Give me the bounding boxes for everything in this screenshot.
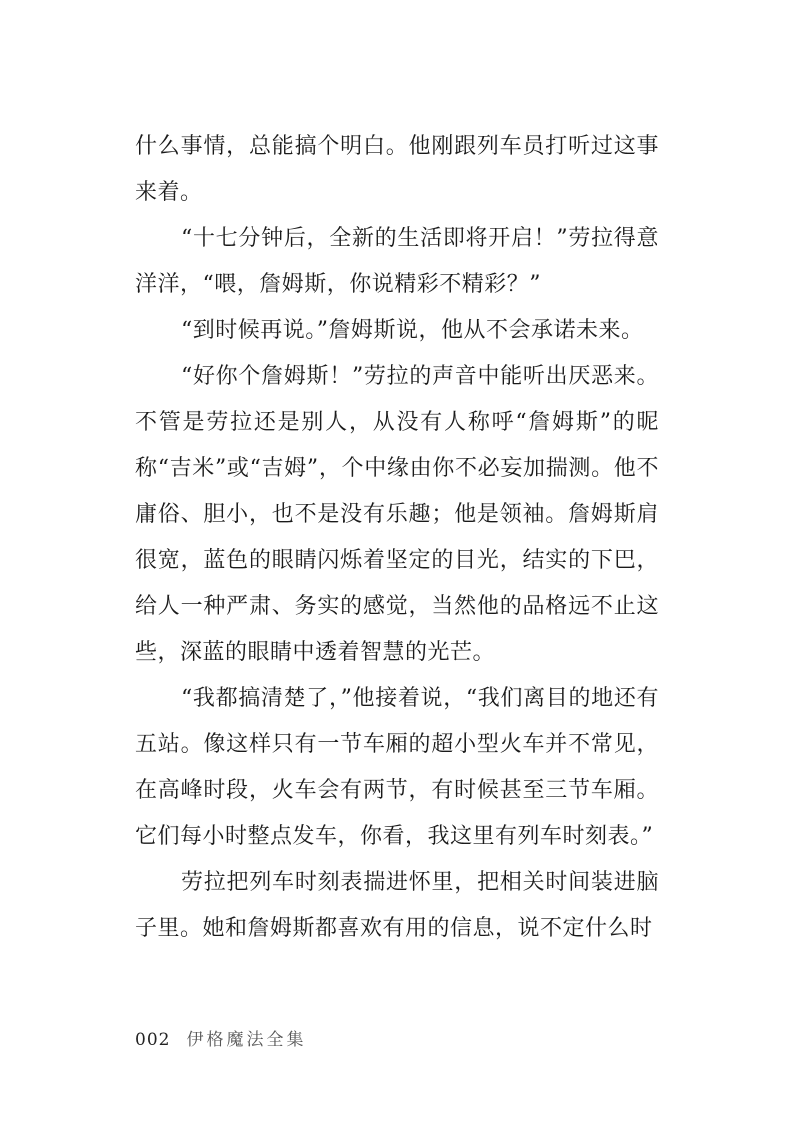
paragraph-1: 什么事情，总能搞个明白。他刚跟列车员打听过这事来着。 xyxy=(135,134,659,205)
running-title: 伊格魔法全集 xyxy=(186,1030,307,1050)
paragraph-3: “到时候再说。”詹姆斯说，他从不会承诺未来。 xyxy=(181,318,644,343)
paragraph-4: “好你个詹姆斯！”劳拉的声音中能听出厌恶来。不管是劳拉还是别人，从没有人称呼“詹姆斯”的昵称“吉米”或“吉姆”，个中缘由你不必妄加揣测。他不庸俗、胆小，也不是没有乐趣；他是领袖。詹姆斯肩很宽，蓝色的眼睛闪烁着坚定的目光，结实的下巴，给人一种严肃、务实的感觉，当然他的品格远不止这些，深蓝的眼睛中透着智慧的光芒。 xyxy=(135,364,659,665)
page-number: 002 xyxy=(135,1030,171,1050)
paragraph-6: 劳拉把列车时刻表揣进怀里，把相关时间装进脑子里。她和詹姆斯都喜欢有用的信息，说不定什么时 xyxy=(135,870,659,941)
paragraph-5: “我都搞清楚了，”他接着说，“我们离目的地还有五站。像这样只有一节车厢的超小型火车并不常见，在高峰时段，火车会有两节，有时候甚至三节车厢。它们每小时整点发车，你看，我这里有列车时刻表。” xyxy=(135,686,659,849)
paragraph-2: “十七分钟后，全新的生活即将开启！”劳拉得意洋洋，“喂，詹姆斯，你说精彩不精彩？” xyxy=(135,226,659,297)
body-text xyxy=(135,124,659,952)
page-footer xyxy=(135,1025,306,1050)
